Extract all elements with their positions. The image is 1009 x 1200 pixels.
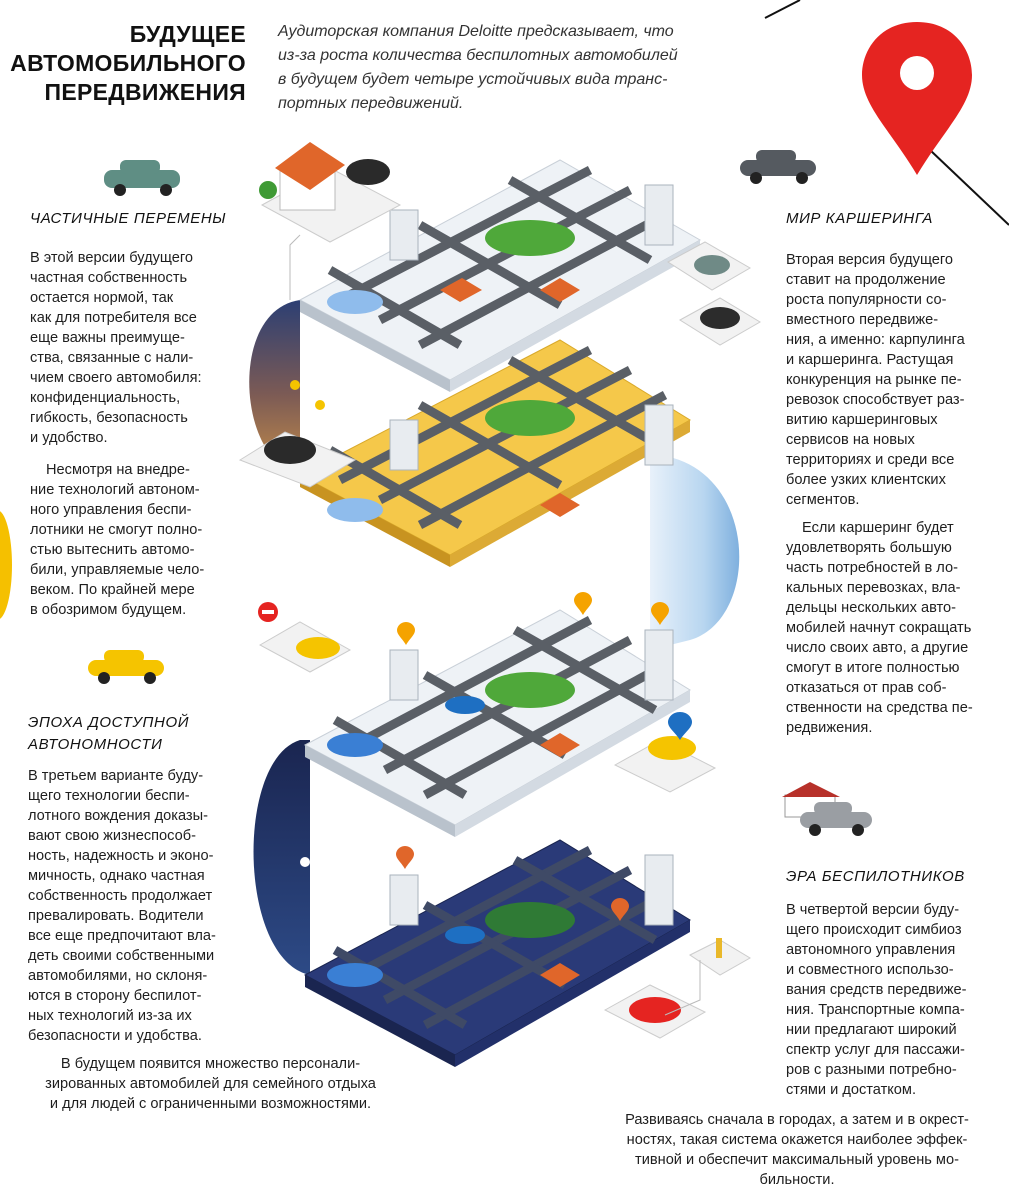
ribbon-day-loop: [650, 455, 739, 650]
text-line: ства, связанные с нали-: [30, 350, 194, 366]
map-pin-icon: [668, 712, 692, 740]
section-1-paragraph-2: [30, 460, 240, 620]
text-line: автономного управления: [786, 942, 956, 958]
text-line: конфиденциальность,: [30, 390, 181, 406]
section-3-paragraph-1: [28, 766, 243, 1046]
city-tier-2: [300, 340, 690, 567]
text-line: щего технологии беспи-: [28, 788, 190, 804]
text-line: мобилей начнут сокращать: [786, 620, 972, 636]
text-line: бильности.: [759, 1172, 835, 1188]
text-line: ются в сторону беспилот-: [28, 988, 202, 1004]
person-icon: [716, 938, 722, 958]
house-vignette: [259, 142, 400, 242]
text-line: ного управления беспи-: [30, 502, 192, 518]
decor-line: [765, 0, 800, 18]
section-2-paragraph-2: [786, 518, 1001, 738]
text-line: В третьем варианте буду-: [28, 768, 204, 784]
text-line: В этой версии будущего: [30, 250, 193, 266]
intro-line: портных передвижений.: [278, 95, 464, 112]
text-line: еще важны преимуще-: [30, 330, 185, 346]
text-line: вают свою жизнеспособ-: [28, 828, 196, 844]
text-line: дельцы нескольких авто-: [786, 600, 957, 616]
section-1-paragraph-1: [30, 248, 240, 448]
text-line: смогут в итоге полностью: [786, 660, 960, 676]
section-4-paragraph-1: [786, 900, 1001, 1100]
text-line: конкуренция на рынке пе-: [786, 372, 962, 388]
text-line: все еще предпочитают вла-: [28, 928, 216, 944]
text-line: безопасности и удобства.: [28, 1028, 202, 1044]
car-icon: [88, 650, 164, 684]
text-line: и каршеринга. Растущая: [786, 352, 954, 368]
text-line: стями и достатком.: [786, 1082, 917, 1098]
text-line: Несмотря на внедре-: [46, 462, 190, 478]
car-icon: [104, 160, 180, 196]
text-line: число своих авто, а другие: [786, 640, 969, 656]
map-pin-icon: [862, 22, 972, 175]
text-line: мичность, однако частная: [28, 868, 205, 884]
text-line: удовлетворять большую: [786, 540, 952, 556]
taxi-vignette: [258, 602, 350, 672]
section-title-partial-changes: ЧАСТИЧНЫЕ ПЕРЕМЕНЫ: [30, 210, 227, 227]
text-line: Развиваясь сначала в городах, а затем и в окрест-: [625, 1112, 969, 1128]
text-line: кальных перевозках, вла-: [786, 580, 961, 596]
text-line: собственность продолжает: [28, 888, 213, 904]
section-title-carsharing-world: МИР КАРШЕРИНГА: [786, 210, 934, 227]
parking-vignette: [668, 242, 760, 345]
text-line: и удобство.: [30, 430, 108, 446]
text-line: тивной и обеспечит максимальный уровень мо-: [635, 1152, 959, 1168]
text-line: В будущем появится множество персонали-: [60, 1056, 361, 1072]
text-line: нии предлагают широкий: [786, 1022, 957, 1038]
intro-line: Аудиторская компания Deloitte предсказывает, что: [278, 23, 674, 40]
intro-line: в будущем будет четыре устойчивых вида транс-: [278, 71, 668, 88]
text-line: сервисов на новых: [786, 432, 915, 448]
text-line: автомобилями, но склоня-: [28, 968, 208, 984]
text-line: деть своими собственными: [28, 948, 215, 964]
moon-icon: [300, 857, 310, 867]
text-line: ревозок способствует раз-: [786, 392, 965, 408]
text-line: более узких клиентских: [786, 472, 946, 488]
text-line: вания средств передвиже-: [786, 982, 967, 998]
decor-line: [930, 150, 1009, 225]
text-line: ния. Транспортные компа-: [786, 1002, 965, 1018]
city-tier-3: [305, 610, 690, 837]
text-line: гибкость, безопасность: [30, 410, 188, 426]
text-line: Вторая версия будущего: [786, 252, 954, 268]
text-line: ние технологий автоном-: [30, 482, 200, 498]
text-line: спектр услуг для пассажи-: [786, 1042, 965, 1058]
city-tier-4: [300, 840, 690, 1067]
text-line: роста популярности со-: [786, 292, 947, 308]
text-line: сегментов.: [786, 492, 860, 508]
text-line: Если каршеринг будет: [802, 520, 954, 536]
section-4-paragraph-2: [592, 1110, 1002, 1190]
text-line: и для людей с ограниченными возможностями.: [49, 1096, 372, 1112]
intro-line: из-за роста количества беспилотных автомобилей: [278, 47, 678, 64]
title-line-3: ПЕРЕДВИЖЕНИЯ: [44, 79, 246, 105]
house-car-icon: [782, 782, 872, 836]
text-line: зированных автомобилей для семейного отдыха: [45, 1076, 376, 1092]
text-line: часть потребностей в ло-: [786, 560, 958, 576]
text-line: территориях и среди все: [786, 452, 955, 468]
text-line: щего происходит симбиоз: [786, 922, 962, 938]
text-line: ственности на средства пе-: [786, 700, 973, 716]
text-line: ность, надежность и эконо-: [28, 848, 214, 864]
text-line: ных технологий из-за их: [28, 1008, 192, 1024]
text-line: в обозримом будущем.: [30, 602, 187, 618]
text-line: и совместного использо-: [786, 962, 954, 978]
text-line: как для потребителя все: [30, 310, 197, 326]
text-line: В четвертой версии буду-: [786, 902, 960, 918]
text-line: ставит на продолжение: [786, 272, 946, 288]
text-line: стью вытеснить автомо-: [30, 542, 195, 558]
section-title-driverless-era: ЭРА БЕСПИЛОТНИКОВ: [786, 868, 965, 885]
text-line: лотного вождения доказы-: [28, 808, 208, 824]
text-line: били, управляемые чело-: [30, 562, 205, 578]
text-line: ров с разными потребно-: [786, 1062, 957, 1078]
section-title-affordable-autonomy: ЭПОХА ДОСТУПНОЙ АВТОНОМНОСТИ: [28, 714, 190, 753]
text-line: остается нормой, так: [30, 290, 174, 306]
text-line: витию каршеринговых: [786, 412, 938, 428]
text-line: редвижения.: [786, 720, 873, 736]
text-line: отказаться от прав соб-: [786, 680, 947, 696]
text-line: веком. По крайней мере: [30, 582, 195, 598]
text-line: частная собственность: [30, 270, 188, 286]
title-line-1: БУДУЩЕЕ: [129, 21, 246, 47]
text-line: ностях, такая система окажется наиболее эффек-: [626, 1132, 968, 1148]
text-line: чием своего автомобиля:: [30, 370, 202, 386]
text-line: лотники не смогут полно-: [30, 522, 203, 538]
title-line-2: АВТОМОБИЛЬНОГО: [10, 50, 246, 76]
ribbon-night-loop: [254, 740, 310, 975]
text-line: ния, а именно: карпулинга: [786, 332, 965, 348]
text-line: превалировать. Водители: [28, 908, 204, 924]
section-3-paragraph-2: [28, 1054, 393, 1114]
section-2-paragraph-1: [786, 250, 1001, 510]
text-line: вместного передвиже-: [786, 312, 939, 328]
car-icon: [740, 150, 816, 184]
